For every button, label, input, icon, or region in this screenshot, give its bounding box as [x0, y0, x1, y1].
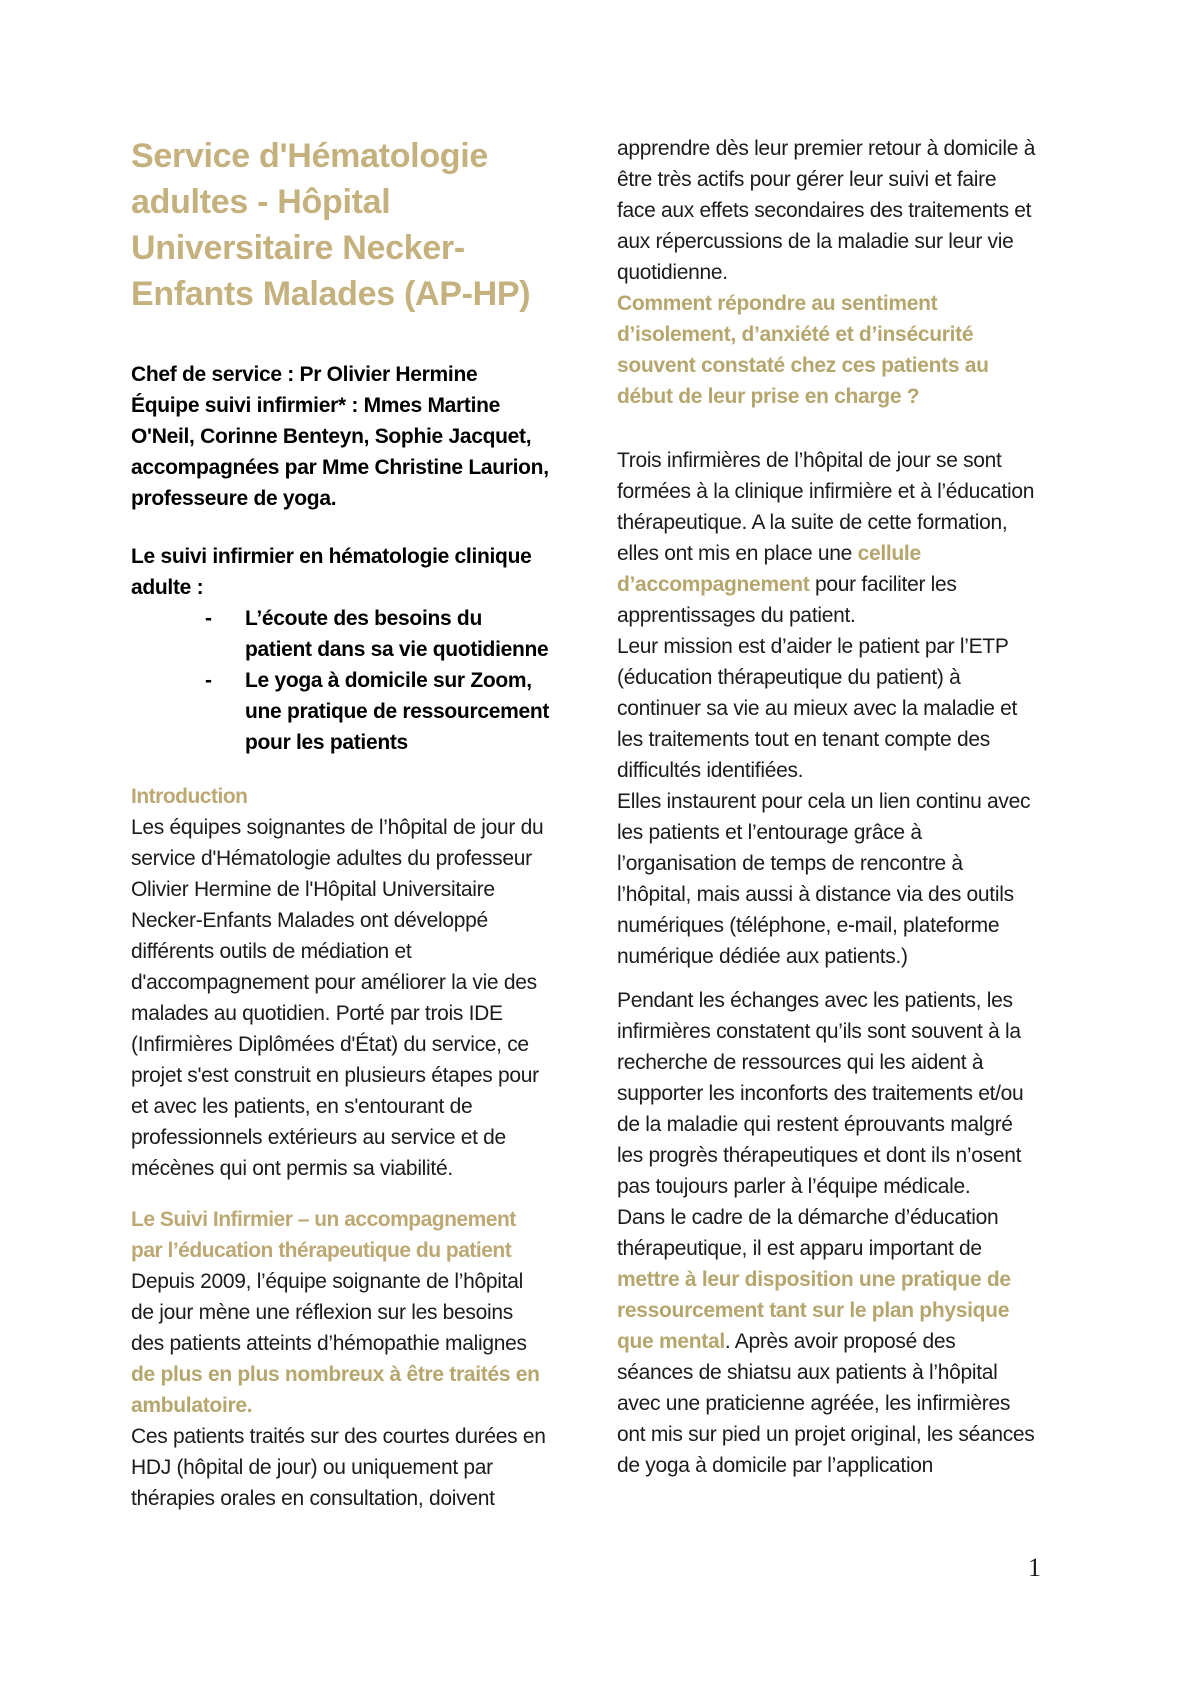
- document-title: Service d'Hématologie adultes - Hôpital Universitaire Necker-Enfants Malades (AP-HP): [131, 137, 531, 313]
- two-column-layout: [131, 133, 1037, 1514]
- paragraph-text: Trois infirmières de l’hôpital de jour se sont formées à la clinique infirmière et à l’éducation thérapeutique. A la suite de cette formation, elles ont mis en place une: [617, 449, 1035, 565]
- depuis-2009-paragraph: [131, 1266, 551, 1421]
- dash-bullet: -: [205, 607, 212, 630]
- list-item-text: L’écoute des besoins du patient dans sa vie quotidienne: [245, 607, 549, 661]
- apprendre-paragraph: apprendre dès leur premier retour à domicile à être très actifs pour gérer leur suivi et faire face aux effets secondaires des traitements et aux répercussions de la maladie sur leur vie quotidienne.: [617, 137, 1036, 284]
- gold-question-paragraph: Comment répondre au sentiment d’isolement, d’anxiété et d’insécurité souvent constaté chez ces patients au début de leur prise en charge ?: [617, 292, 989, 408]
- dash-bullet: -: [205, 669, 212, 692]
- lien-continu-paragraph: Elles instaurent pour cela un lien continu avec les patients et l’entourage grâce à l’organisation de temps de rencontre à l’hôpital, mais aussi à distance via des outils numériques (téléphone, e-mail, plateforme numérique dédiée aux patients.): [617, 790, 1031, 968]
- pendant-echanges-paragraph: Pendant les échanges avec les patients, les infirmières constatent qu’ils sont souvent à la recherche de ressources qui les aident à supporter les inconforts des traitements et/ou de la maladie qui restent éprouvants malgré les progrès thérapeutiques et dont ils n’osent pas toujours parler à l’équipe médicale.: [617, 989, 1024, 1198]
- right-column: [617, 133, 1037, 1514]
- chef-de-service-line: Chef de service : Pr Olivier Hermine: [131, 363, 478, 386]
- page-number: 1: [1028, 1553, 1041, 1582]
- trois-infirmieres-paragraph: [617, 445, 1037, 631]
- suivi-infirmier-intro: Le suivi infirmier en hématologie clinique adulte :: [131, 545, 532, 599]
- section-heading-introduction: Introduction: [131, 785, 248, 808]
- gold-highlight-text: cellule d’accompagnement: [617, 542, 921, 596]
- left-column: [131, 133, 551, 1514]
- introduction-paragraph: Les équipes soignantes de l’hôpital de jour du service d'Hématologie adultes du professeur Olivier Hermine de l'Hôpital Universitaire Necker-Enfants Malades ont développé différents outils de médiation et d'accompagnement pour améliorer la vie des malades au quotidien. Porté par trois IDE (Infirmières Diplômées d'État) du service, ce projet s'est construit en plusieurs étapes pour et avec les patients, en s'entourant de professionnels extérieurs au service et de mécènes qui ont permis sa viabilité.: [131, 816, 544, 1180]
- gold-highlight-text: de plus en plus nombreux à être traités en ambulatoire.: [131, 1363, 540, 1417]
- list-item: [205, 603, 551, 665]
- suivi-bullet-list: [131, 603, 551, 758]
- section-heading-suivi-infirmier: Le Suivi Infirmier – un accompagnement par l’éducation thérapeutique du patient: [131, 1208, 516, 1262]
- list-item-text: Le yoga à domicile sur Zoom, une pratique de ressourcement pour les patients: [245, 669, 550, 754]
- equipe-suivi-line: Équipe suivi infirmier* : Mmes Martine O'Neil, Corinne Benteyn, Sophie Jacquet, accompagnées par Mme Christine Laurion, professeure de yoga.: [131, 394, 549, 510]
- paragraph-text: . Après avoir proposé des séances de shiatsu aux patients à l’hôpital avec une praticienne agréée, les infirmières ont mis sur pied un projet original, les séances de yoga à domicile par l’application: [617, 1330, 1035, 1477]
- gold-highlight-text: mettre à leur disposition une pratique de ressourcement tant sur le plan physique que mental: [617, 1268, 1011, 1353]
- staff-block: [131, 359, 551, 514]
- demarche-education-paragraph: [617, 1202, 1037, 1481]
- list-item: [205, 665, 551, 758]
- paragraph-text: pour faciliter les apprentissages du patient.: [617, 573, 957, 627]
- paragraph-text: Depuis 2009, l’équipe soignante de l’hôpital de jour mène une réflexion sur les besoins des patients atteints d’hémopathie malignes: [131, 1270, 527, 1355]
- paragraph-text: Dans le cadre de la démarche d’éducation thérapeutique, il est apparu important de: [617, 1206, 999, 1260]
- ces-patients-paragraph: Ces patients traités sur des courtes durées en HDJ (hôpital de jour) ou uniquement par thérapies orales en consultation, doivent: [131, 1425, 546, 1510]
- mission-paragraph: Leur mission est d’aider le patient par l’ETP (éducation thérapeutique du patient) à continuer sa vie au mieux avec la maladie et les traitements tout en tenant compte des difficultés identifiées.: [617, 635, 1018, 782]
